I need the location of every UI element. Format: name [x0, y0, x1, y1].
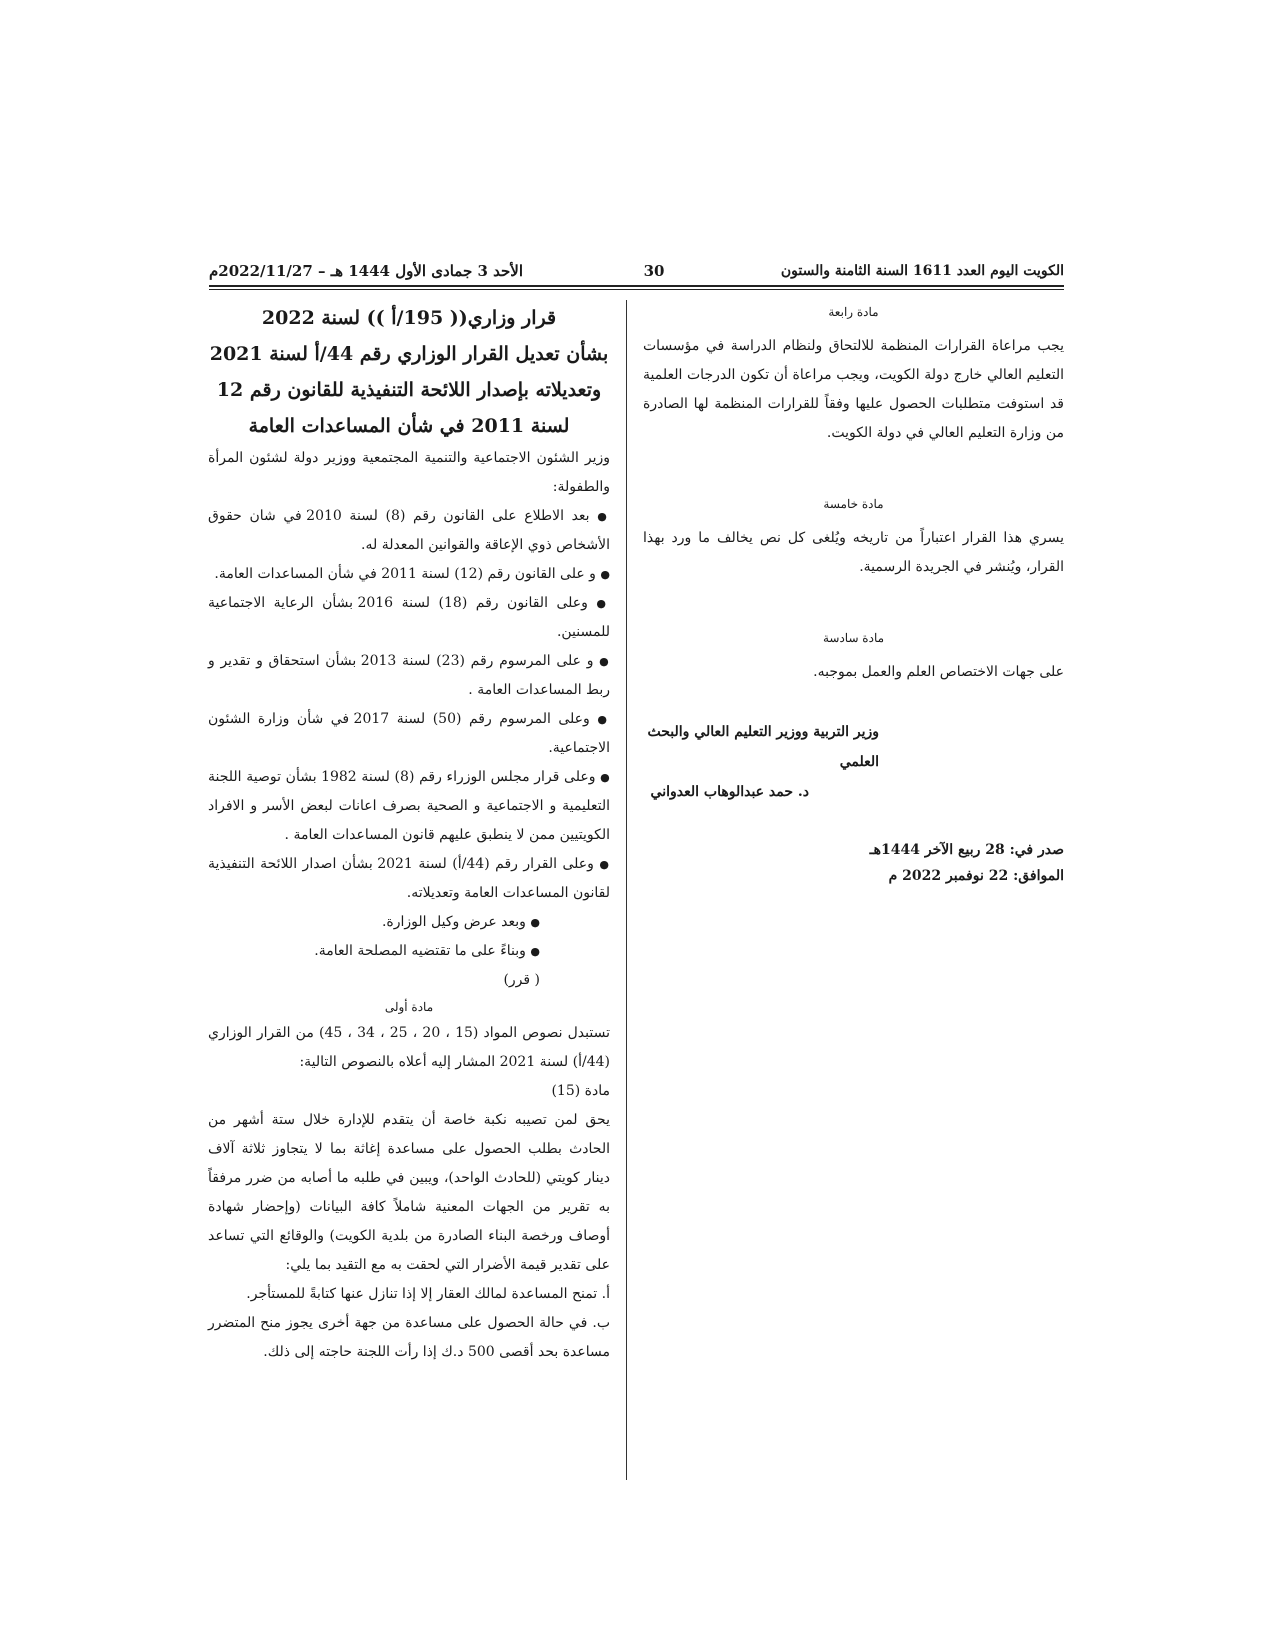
- article-text: على جهات الاختصاص العلم والعمل بموجبه.: [813, 664, 1064, 680]
- page-number: 30: [643, 262, 665, 280]
- column-divider: [626, 300, 627, 1480]
- recital-text: وعلى القانون رقم (18) لسنة 2016 بشأن الرعاية الاجتماعية للمسنين.: [208, 595, 610, 640]
- recital-item: [208, 937, 610, 966]
- recital-item: [208, 763, 610, 850]
- bullet-icon: ●: [600, 771, 610, 784]
- recital-item: [208, 705, 610, 763]
- issue-date-gregorian: الموافق: 22 نوفمبر 2022 م: [888, 868, 1064, 884]
- recital-item: [208, 589, 610, 647]
- recital-text: وعلى القرار رقم (44/أ) لسنة 2021 بشأن اصدار اللائحة التنفيذية لقانون المساعدات العامة وتعديلاته.: [208, 856, 610, 901]
- bullet-icon: ●: [597, 713, 610, 726]
- recital-text: و على القانون رقم (12) لسنة 2011 في شأن المساعدات العامة.: [214, 566, 596, 582]
- header-date: الأحد 3 جمادى الأول 1444 هـ – 2022/11/27م: [209, 262, 523, 280]
- recital-text: وبعد عرض وكيل الوزارة.: [381, 914, 526, 930]
- article-text: يسري هذا القرار اعتباراً من تاريخه ويُلغى كل نص يخالف ما ورد بهذا القرار، ويُنشر في الجريدة الرسمية.: [643, 530, 1064, 575]
- article-text: يحق لمن تصيبه نكبة خاصة أن يتقدم للإدارة خلال ستة أشهر من الحادث بطلب الحصول على مساعدة إغاثة بما لا يتجاوز ثلاثة آلاف دينار كويتي (للحادث الواحد)، ويبين في طلبه ما أصابه من ضرر مرفقاً به تقرير من الجهات المعنية شاملاً كافة البيانات (وإحضار شهادة أوصاف ورخصة البناء الصادرة من بلدية الكويت) والوقائع التي تساعد على تقدير قيمة الأضرار التي لحقت به مع التقيد بما يلي:: [208, 1112, 611, 1273]
- recital-text: و على المرسوم رقم (23) لسنة 2013 بشأن استحقاق و تقدير و ربط المساعدات العامة .: [208, 653, 610, 698]
- bullet-icon: ●: [530, 916, 540, 929]
- bullet-icon: ●: [597, 510, 610, 523]
- recital-item: [208, 647, 610, 705]
- bullet-icon: ●: [599, 655, 611, 668]
- decree-title-line: وتعديلاته بإصدار اللائحة التنفيذية للقانون رقم 12: [216, 379, 602, 401]
- bullet-icon: ●: [599, 858, 610, 871]
- header-rule-thin: [209, 289, 1064, 290]
- article-text: يجب مراعاة القرارات المنظمة للالتحاق ولنظام الدراسة في مؤسسات التعليم العالي خارج دولة الكويت، ويجب مراعاة أن تكون الدرجات العلمية قد استوفت متطلبات الحصول عليها وفقاً للقرارات المنظمة لها الصادرة من وزارة التعليم العالي في دولة الكويت.: [643, 338, 1064, 441]
- recital-item: [208, 502, 610, 560]
- signatory-title: وزير التربية ووزير التعليم العالي والبحث العلمي: [647, 724, 879, 770]
- decided-label: ( قرر): [503, 972, 540, 988]
- article-heading: مادة خامسة: [823, 497, 884, 511]
- header-rule: [209, 285, 1064, 287]
- decree-title-line: لسنة 2011 في شأن المساعدات العامة: [248, 415, 570, 437]
- decree-title-line: بشأن تعديل القرار الوزاري رقم 44/أ لسنة 2021: [209, 343, 609, 365]
- decree-column: [208, 300, 610, 1367]
- recital-text: بعد الاطلاع على القانون رقم (8) لسنة 2010 في شان حقوق الأشخاص ذوي الإعاقة والقوانين المعدلة له.: [208, 508, 610, 553]
- article-heading: مادة رابعة: [828, 305, 879, 319]
- issue-date-hijri: صدر في: 28 ربيع الآخر 1444هـ: [869, 842, 1064, 858]
- recital-item: [208, 850, 610, 908]
- recital-item: [208, 560, 610, 589]
- signature-block: [643, 717, 1064, 807]
- bullet-icon: ●: [530, 945, 540, 958]
- article-text: تستبدل نصوص المواد (15 ، 20 ، 25 ، 34 ، 45) من القرار الوزاري (44/أ) لسنة 2021 المشار إليه أعلاه بالنصوص التالية:: [208, 1025, 610, 1070]
- article-heading: مادة سادسة: [822, 631, 885, 645]
- decree-title-line: قرار وزاري(( 195/أ )) لسنة 2022: [261, 307, 557, 329]
- article-heading: مادة أولى: [384, 1000, 434, 1014]
- articles-column: [643, 300, 1064, 889]
- article-subitem: ب. في حالة الحصول على مساعدة من جهة أخرى يجوز منح المتضرر مساعدة بحد أقصى 500 د.ك إذا رأت اللجنة حاجته إلى ذلك.: [208, 1315, 610, 1360]
- decree-preamble: وزير الشئون الاجتماعية والتنمية المجتمعية ووزير دولة لشئون المرأة والطفولة:: [208, 450, 610, 495]
- article-subitem: أ. تمنح المساعدة لمالك العقار إلا إذا تنازل عنها كتابةً للمستأجر.: [246, 1286, 610, 1302]
- header-publication: الكويت اليوم العدد 1611 السنة الثامنة والستون: [780, 263, 1064, 279]
- recital-text: وبناءً على ما تقتضيه المصلحة العامة.: [314, 943, 526, 959]
- article-heading: مادة (15): [551, 1083, 610, 1099]
- bullet-icon: ●: [600, 568, 610, 581]
- bullet-icon: ●: [596, 597, 610, 610]
- recital-text: وعلى قرار مجلس الوزراء رقم (8) لسنة 1982 بشأن توصية اللجنة التعليمية و الاجتماعية و الصحية بصرف اعانات لبعض الأسر و الافراد الكويتيين ممن لا ينطبق عليهم قانون المساعدات العامة .: [208, 769, 610, 843]
- recital-item: [208, 908, 610, 937]
- signatory-name: د. حمد عبدالوهاب العدواني: [650, 784, 809, 800]
- recital-text: وعلى المرسوم رقم (50) لسنة 2017 في شأن وزارة الشئون الاجتماعية.: [208, 711, 610, 756]
